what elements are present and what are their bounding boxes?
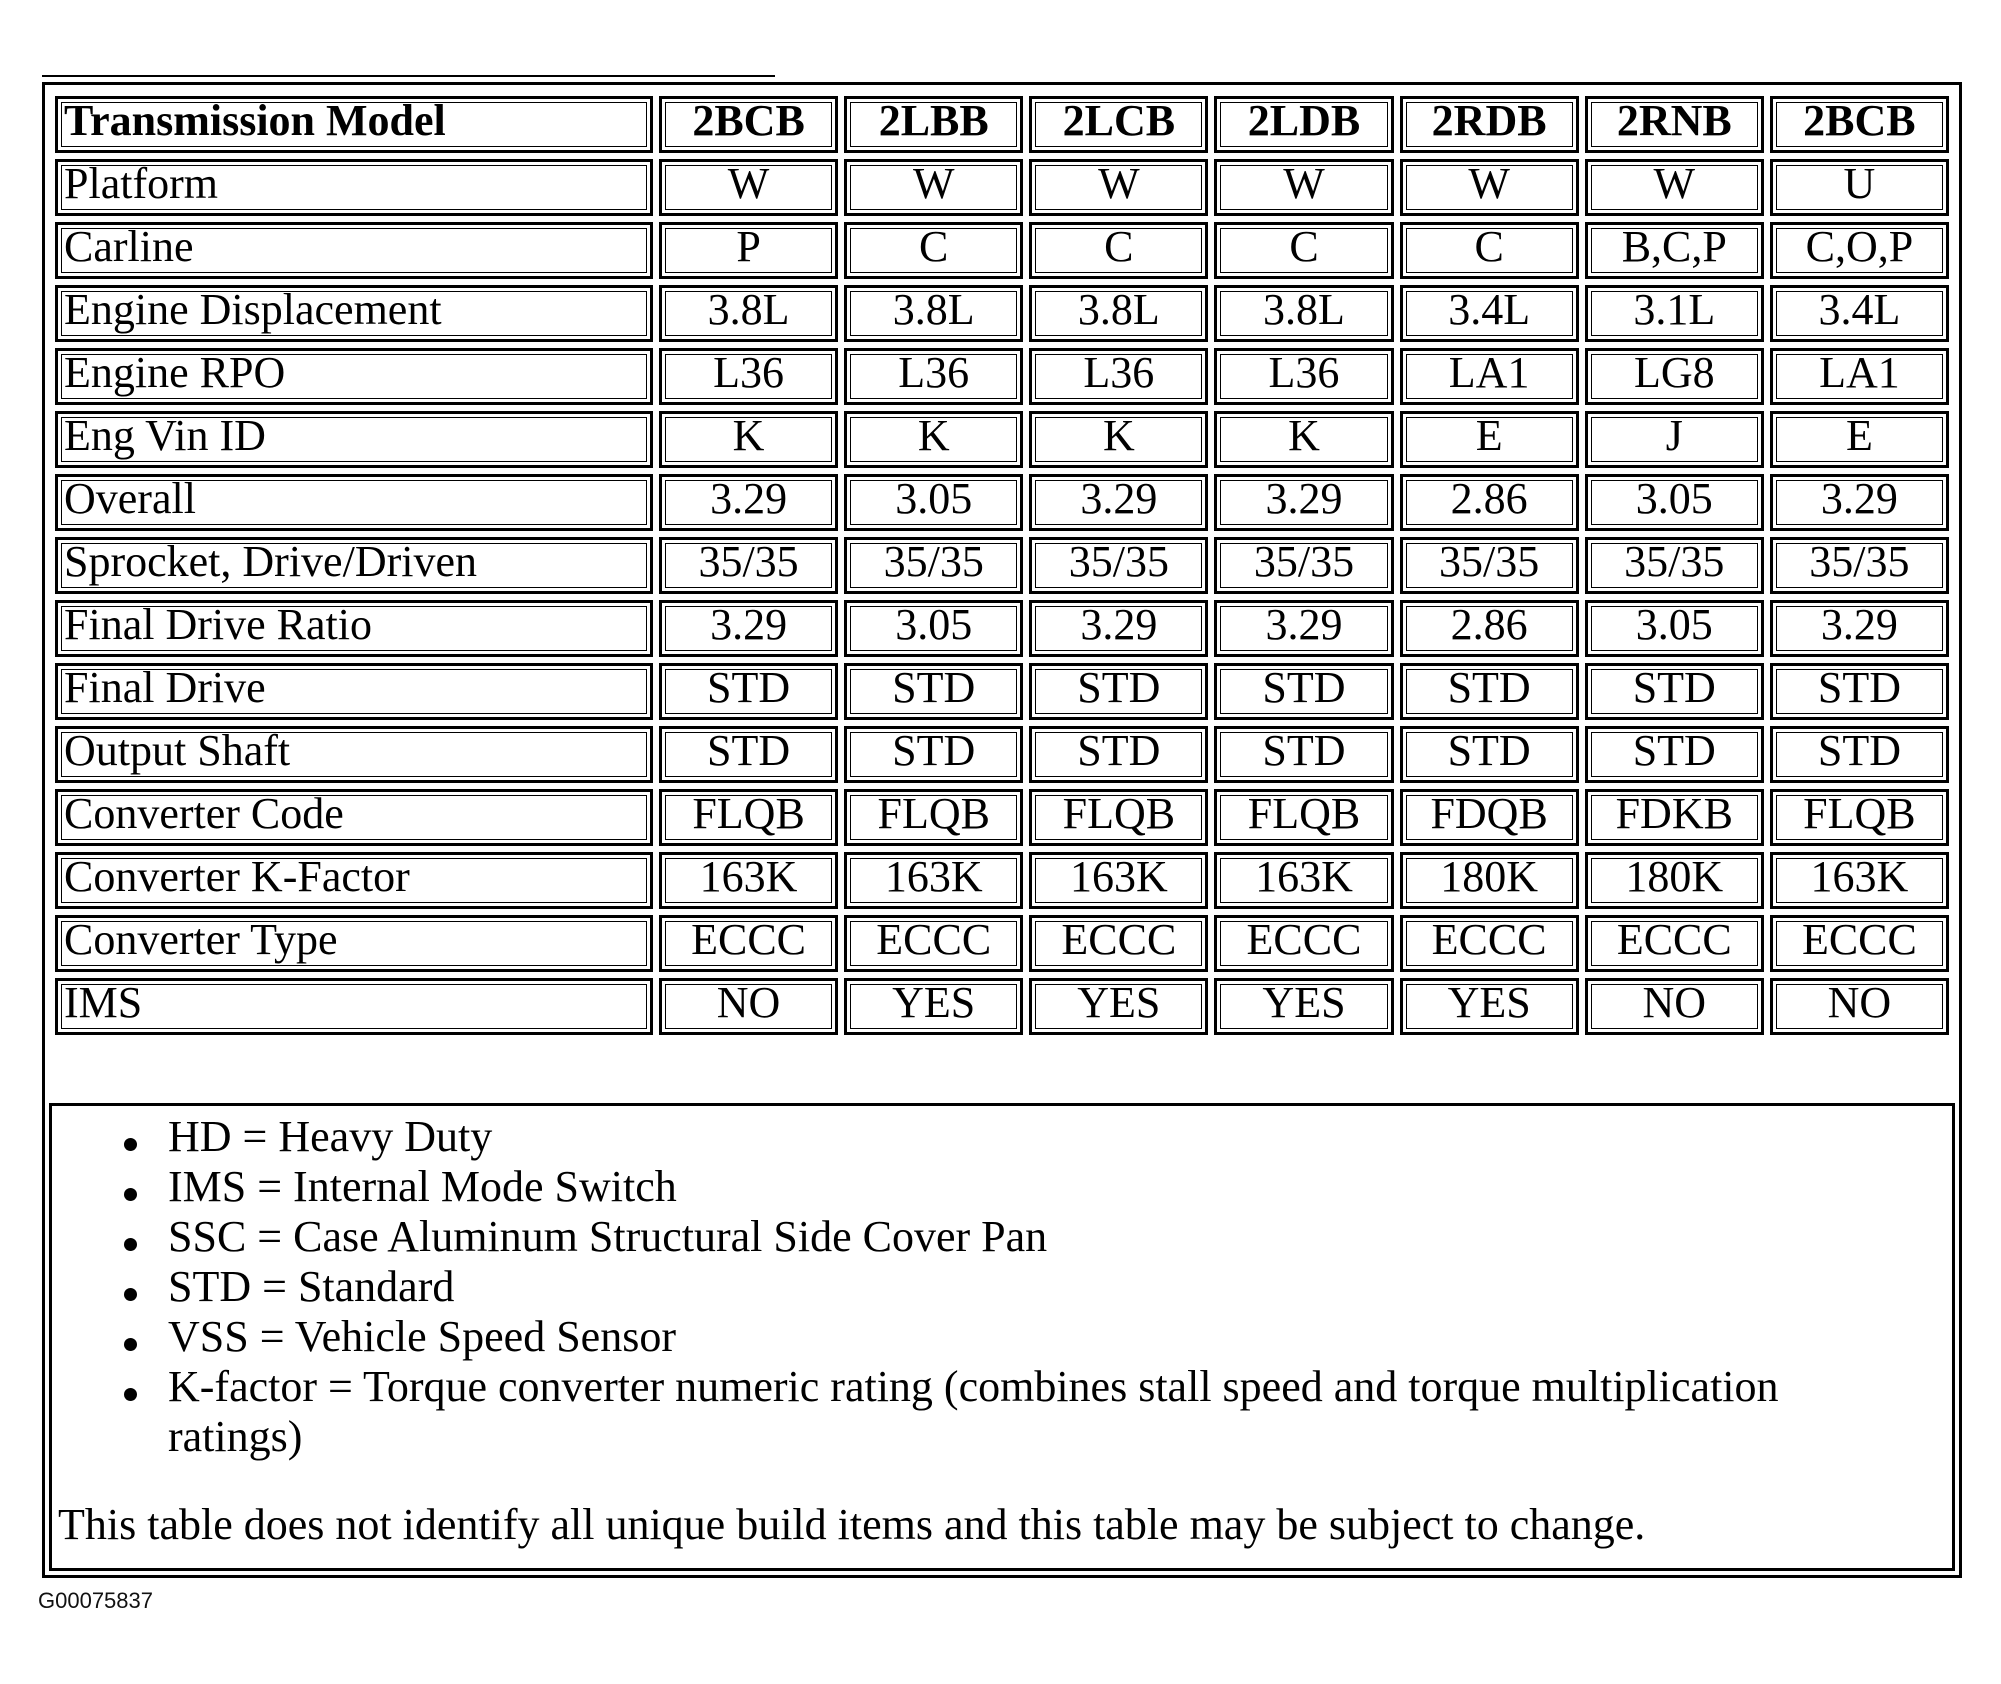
value-cell: FLQB [659,789,838,846]
value-cell: 3.29 [1770,474,1949,531]
value-cell: C [844,222,1023,279]
value-cell: STD [1400,663,1579,720]
value-cell: FLQB [1770,789,1949,846]
value-cell: U [1770,159,1949,216]
value-cell: ECCC [1585,915,1764,972]
value-cell: ECCC [659,915,838,972]
value-cell: ECCC [1029,915,1208,972]
value-cell: STD [1585,663,1764,720]
value-cell: 3.1L [1585,285,1764,342]
row-label-cell: Converter Type [55,915,653,972]
value-cell: 3.29 [1770,600,1949,657]
table-row [55,348,1949,405]
value-cell: 3.4L [1400,285,1579,342]
note-text: SSC = Case Aluminum Structural Side Cover Pan [168,1212,1048,1261]
value-cell: STD [844,726,1023,783]
value-cell: 3.05 [844,474,1023,531]
row-label-cell: Final Drive Ratio [55,600,653,657]
value-cell: STD [1214,663,1393,720]
model-header-cell: 2BCB [1770,96,1949,153]
value-cell: NO [1585,978,1764,1035]
list-item [168,1312,1852,1362]
value-cell: 3.8L [659,285,838,342]
value-cell: FDQB [1400,789,1579,846]
row-label-cell: Engine Displacement [55,285,653,342]
bullet-icon [124,1388,137,1401]
value-cell: STD [1770,726,1949,783]
value-cell: 3.29 [1029,600,1208,657]
list-item [168,1112,1852,1162]
value-cell: 3.29 [1214,600,1393,657]
value-cell: NO [1770,978,1949,1035]
value-cell: W [844,159,1023,216]
value-cell: STD [1029,663,1208,720]
value-cell: 3.8L [1029,285,1208,342]
value-cell: 35/35 [1585,537,1764,594]
table-row [55,474,1949,531]
value-cell: FDKB [1585,789,1764,846]
figure-id: G00075837 [38,1588,153,1613]
value-cell: C [1400,222,1579,279]
model-header-cell: 2BCB [659,96,838,153]
value-cell: 3.29 [659,474,838,531]
header-label-cell: Transmission Model [55,96,653,153]
value-cell: 3.29 [659,600,838,657]
value-cell: P [659,222,838,279]
list-item [168,1262,1852,1312]
row-label-cell: Engine RPO [55,348,653,405]
value-cell: J [1585,411,1764,468]
value-cell: 3.4L [1770,285,1949,342]
value-cell: W [1585,159,1764,216]
value-cell: 3.8L [1214,285,1393,342]
value-cell: 180K [1585,852,1764,909]
row-label-cell: Platform [55,159,653,216]
list-item [168,1212,1852,1262]
row-label-cell: Sprocket, Drive/Driven [55,537,653,594]
spec-table-frame [42,82,1962,1578]
table-row [55,726,1949,783]
value-cell: YES [1029,978,1208,1035]
transmission-spec-table [49,90,1955,1041]
value-cell: 3.05 [1585,474,1764,531]
value-cell: C [1029,222,1208,279]
value-cell: B,C,P [1585,222,1764,279]
value-cell: 3.8L [844,285,1023,342]
value-cell: L36 [659,348,838,405]
value-cell: ECCC [1400,915,1579,972]
value-cell: W [1214,159,1393,216]
value-cell: STD [659,663,838,720]
abbreviation-list [168,1112,1852,1462]
value-cell: YES [844,978,1023,1035]
bullet-icon [124,1338,137,1351]
value-cell: K [844,411,1023,468]
table-row [55,159,1949,216]
value-cell: YES [1214,978,1393,1035]
note-text: HD = Heavy Duty [168,1112,493,1161]
value-cell: 163K [844,852,1023,909]
value-cell: 180K [1400,852,1579,909]
value-cell: STD [1770,663,1949,720]
row-label-cell: Converter K-Factor [55,852,653,909]
value-cell: W [1400,159,1579,216]
value-cell: K [659,411,838,468]
value-cell: YES [1400,978,1579,1035]
value-cell: 2.86 [1400,600,1579,657]
value-cell: 35/35 [659,537,838,594]
value-cell: C [1214,222,1393,279]
value-cell: L36 [1029,348,1208,405]
list-item [168,1162,1852,1212]
value-cell: 163K [1029,852,1208,909]
model-header-cell: 2LDB [1214,96,1393,153]
value-cell: 3.05 [1585,600,1764,657]
model-header-cell: 2LBB [844,96,1023,153]
row-label-cell: Converter Code [55,789,653,846]
row-label-cell: IMS [55,978,653,1035]
table-body [55,96,1949,1035]
row-label-cell: Eng Vin ID [55,411,653,468]
value-cell: E [1770,411,1949,468]
note-text: VSS = Vehicle Speed Sensor [168,1312,676,1361]
bullet-icon [124,1138,137,1151]
table-row [55,852,1949,909]
value-cell: 2.86 [1400,474,1579,531]
value-cell: K [1029,411,1208,468]
value-cell: 35/35 [844,537,1023,594]
value-cell: L36 [1214,348,1393,405]
value-cell: W [1029,159,1208,216]
value-cell: STD [844,663,1023,720]
value-cell: FLQB [1029,789,1208,846]
value-cell: FLQB [844,789,1023,846]
row-label-cell: Output Shaft [55,726,653,783]
value-cell: 3.29 [1029,474,1208,531]
value-cell: C,O,P [1770,222,1949,279]
value-cell: ECCC [1770,915,1949,972]
top-rule [42,75,775,77]
table-row [55,915,1949,972]
value-cell: STD [659,726,838,783]
value-cell: 35/35 [1214,537,1393,594]
model-header-cell: 2RNB [1585,96,1764,153]
value-cell: STD [1214,726,1393,783]
value-cell: FLQB [1214,789,1393,846]
list-item [168,1362,1852,1462]
value-cell: 3.29 [1214,474,1393,531]
value-cell: NO [659,978,838,1035]
value-cell: 163K [1770,852,1949,909]
table-row [55,663,1949,720]
value-cell: STD [1400,726,1579,783]
value-cell: ECCC [844,915,1023,972]
row-label-cell: Final Drive [55,663,653,720]
value-cell: K [1214,411,1393,468]
value-cell: L36 [844,348,1023,405]
value-cell: 3.05 [844,600,1023,657]
value-cell: STD [1585,726,1764,783]
value-cell: ECCC [1214,915,1393,972]
table-row [55,978,1949,1035]
table-row [55,411,1949,468]
table-row [55,537,1949,594]
value-cell: 163K [1214,852,1393,909]
value-cell: LA1 [1770,348,1949,405]
notes-box [49,1103,1955,1571]
note-text: K-factor = Torque converter numeric rating (combines stall speed and torque multiplication ratings) [168,1362,1779,1461]
value-cell: W [659,159,838,216]
table-row [55,789,1949,846]
model-header-cell: 2RDB [1400,96,1579,153]
value-cell: 35/35 [1400,537,1579,594]
note-text: STD = Standard [168,1262,455,1311]
bullet-icon [124,1238,137,1251]
bullet-icon [124,1188,137,1201]
table-row [55,222,1949,279]
value-cell: 163K [659,852,838,909]
row-label-cell: Overall [55,474,653,531]
value-cell: STD [1029,726,1208,783]
value-cell: LG8 [1585,348,1764,405]
note-text: IMS = Internal Mode Switch [168,1162,677,1211]
value-cell: E [1400,411,1579,468]
bullet-icon [124,1288,137,1301]
row-label-cell: Carline [55,222,653,279]
table-row [55,600,1949,657]
disclaimer: This table does not identify all unique build items and this table may be subject to change. [58,1500,1646,1549]
value-cell: 35/35 [1770,537,1949,594]
table-row [55,285,1949,342]
model-header-cell: 2LCB [1029,96,1208,153]
value-cell: LA1 [1400,348,1579,405]
header-row [55,96,1949,153]
value-cell: 35/35 [1029,537,1208,594]
